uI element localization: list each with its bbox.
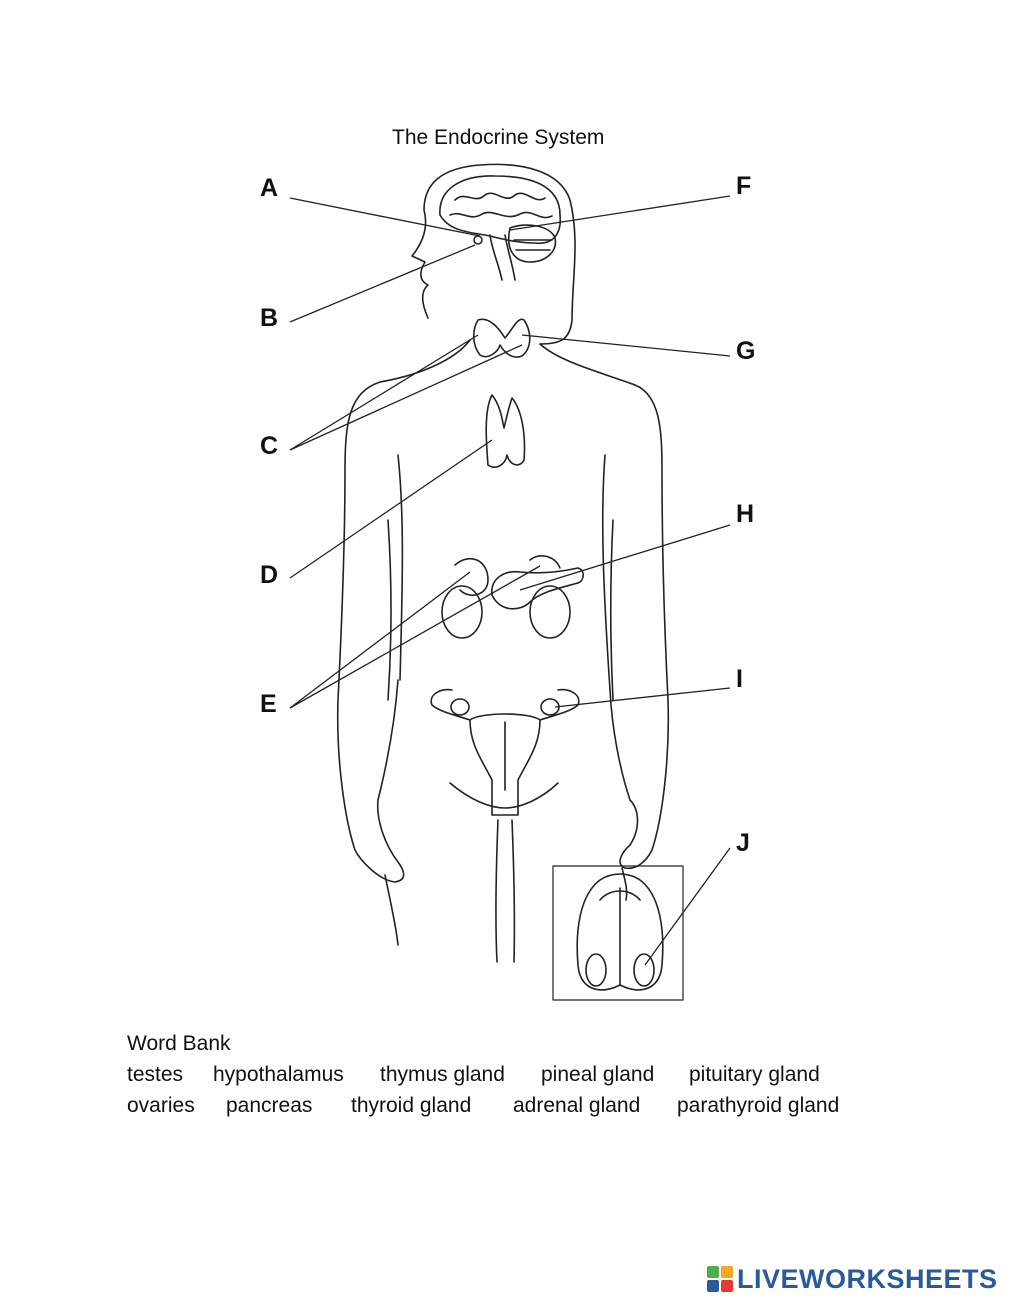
logo-square-blue bbox=[707, 1280, 719, 1292]
page-title: The Endocrine System bbox=[392, 126, 605, 149]
kidney-right bbox=[530, 586, 570, 638]
label-A: A bbox=[260, 174, 279, 202]
logo-square-orange bbox=[721, 1266, 733, 1278]
word-bank-item: adrenal gland bbox=[513, 1094, 641, 1117]
label-J: J bbox=[736, 829, 750, 857]
leader-F bbox=[510, 196, 730, 230]
leader-A bbox=[290, 198, 480, 236]
word-bank-item: testes bbox=[127, 1063, 184, 1086]
word-bank-item: ovaries bbox=[127, 1094, 195, 1117]
thymus-shape bbox=[486, 395, 524, 467]
word-bank-item: pituitary gland bbox=[689, 1063, 820, 1086]
leader-C2 bbox=[290, 345, 522, 450]
leader-C1 bbox=[290, 335, 478, 450]
logo-square-red bbox=[721, 1280, 733, 1292]
brain-shape bbox=[440, 176, 560, 243]
logo-square-green bbox=[707, 1266, 719, 1278]
leader-E1 bbox=[290, 572, 470, 708]
thyroid-shape bbox=[474, 319, 530, 357]
word-bank-item: thyroid gland bbox=[351, 1094, 472, 1117]
label-C: C bbox=[260, 432, 279, 460]
word-bank-item: thymus gland bbox=[380, 1063, 505, 1086]
leader-B bbox=[290, 245, 475, 322]
body-outline-legs bbox=[385, 875, 398, 945]
ovary-left bbox=[451, 699, 469, 715]
label-F: F bbox=[736, 172, 752, 200]
word-bank-item: parathyroid gland bbox=[677, 1094, 840, 1117]
label-E: E bbox=[260, 690, 277, 718]
word-bank-heading: Word Bank bbox=[127, 1032, 231, 1055]
label-G: G bbox=[736, 337, 756, 365]
leader-E2 bbox=[290, 566, 540, 708]
label-D: D bbox=[260, 561, 279, 589]
kidney-left bbox=[442, 586, 482, 638]
label-I: I bbox=[736, 665, 743, 693]
word-bank-item: pancreas bbox=[226, 1094, 313, 1117]
logo-icon bbox=[707, 1266, 733, 1292]
logo-text: LIVEWORKSHEETS bbox=[737, 1263, 998, 1294]
testes-inset-box bbox=[553, 866, 683, 1000]
leader-D bbox=[290, 440, 492, 578]
label-B: B bbox=[260, 304, 279, 332]
word-bank-item: hypothalamus bbox=[213, 1063, 344, 1086]
leader-I bbox=[555, 688, 730, 707]
body-outline-torso bbox=[338, 340, 470, 882]
adrenal-right bbox=[530, 556, 560, 568]
word-bank-item: pineal gland bbox=[541, 1063, 655, 1086]
label-H: H bbox=[736, 500, 755, 528]
liveworksheets-logo bbox=[707, 1262, 998, 1296]
